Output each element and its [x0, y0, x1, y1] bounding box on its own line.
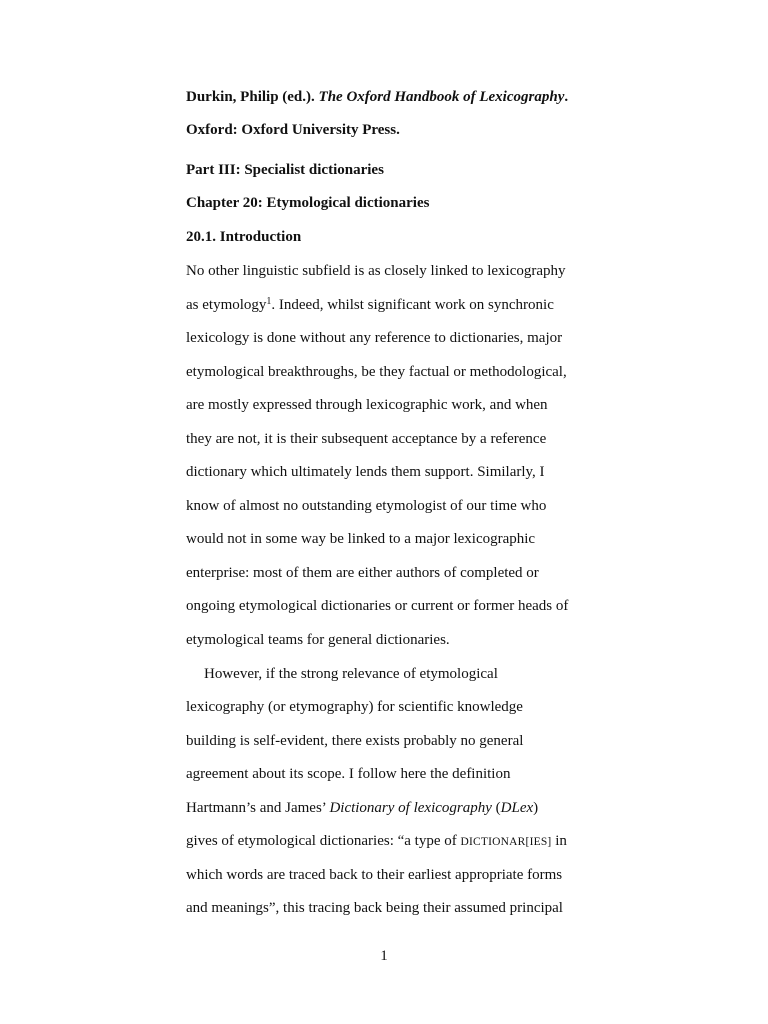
paragraph1-line: they are not, it is their subsequent acceptance by a reference	[186, 431, 547, 447]
paragraph2-line: agreement about its scope. I follow here the definition	[186, 766, 511, 782]
paragraph1-line: ongoing etymological dictionaries or current or former heads of	[186, 598, 569, 614]
paragraph2-line: which words are traced back to their earliest appropriate forms	[186, 867, 563, 883]
paragraph2-text: Hartmann’s and James’	[186, 800, 330, 816]
paragraph2-line	[186, 799, 606, 817]
paragraph1-line: No other linguistic subfield is as closely linked to lexicography	[186, 263, 566, 279]
paragraph2-line: and meanings”, this tracing back being their assumed principal	[186, 900, 563, 916]
paragraph1-text: as etymology	[186, 297, 267, 313]
paragraph1-text: . Indeed, whilst significant work on synchronic	[271, 297, 554, 313]
page-number: 1	[380, 948, 388, 964]
paragraph2-line: lexicography (or etymography) for scientific knowledge	[186, 699, 523, 715]
citation-publisher: Oxford: Oxford University Press.	[186, 122, 400, 138]
paragraph2-text: (	[491, 800, 501, 816]
paragraph2-text: gives of etymological dictionaries: “a type of	[186, 833, 461, 849]
citation-author: Durkin, Philip (ed.).	[186, 89, 319, 105]
paragraph1-line	[186, 296, 606, 314]
paragraph1-line: would not in some way be linked to a major lexicographic	[186, 531, 536, 547]
footnote-reference: 1	[266, 296, 272, 307]
small-caps-term: DICTIONAR[IES]	[460, 836, 552, 848]
dictionary-title: Dictionary of lexicography	[329, 800, 492, 816]
part-heading: Part III: Specialist dictionaries	[186, 162, 384, 178]
paragraph1-line: dictionary which ultimately lends them support. Similarly, I	[186, 464, 545, 480]
paragraph2-line	[186, 832, 606, 851]
paragraph2-line: building is self-evident, there exists probably no general	[186, 733, 524, 749]
paragraph1-line: lexicology is done without any reference to dictionaries, major	[186, 330, 563, 346]
section-heading: 20.1. Introduction	[186, 229, 302, 245]
citation-book-title: The Oxford Handbook of Lexicography	[318, 89, 565, 105]
paragraph1-line: etymological breakthroughs, be they factual or methodological,	[186, 364, 567, 380]
paragraph2-text: in	[551, 833, 567, 849]
citation-line	[186, 88, 606, 106]
chapter-heading: Chapter 20: Etymological dictionaries	[186, 195, 430, 211]
citation-end-period: .	[564, 89, 569, 105]
paragraph2-text: )	[533, 800, 539, 816]
dictionary-abbreviation: DLex	[500, 800, 534, 816]
paragraph2-line: However, if the strong relevance of etymological	[204, 666, 498, 682]
paragraph1-line: enterprise: most of them are either authors of completed or	[186, 565, 539, 581]
paragraph1-line: are mostly expressed through lexicographic work, and when	[186, 397, 548, 413]
paragraph1-line: know of almost no outstanding etymologist of our time who	[186, 498, 547, 514]
paragraph1-line: etymological teams for general dictionaries.	[186, 632, 450, 648]
